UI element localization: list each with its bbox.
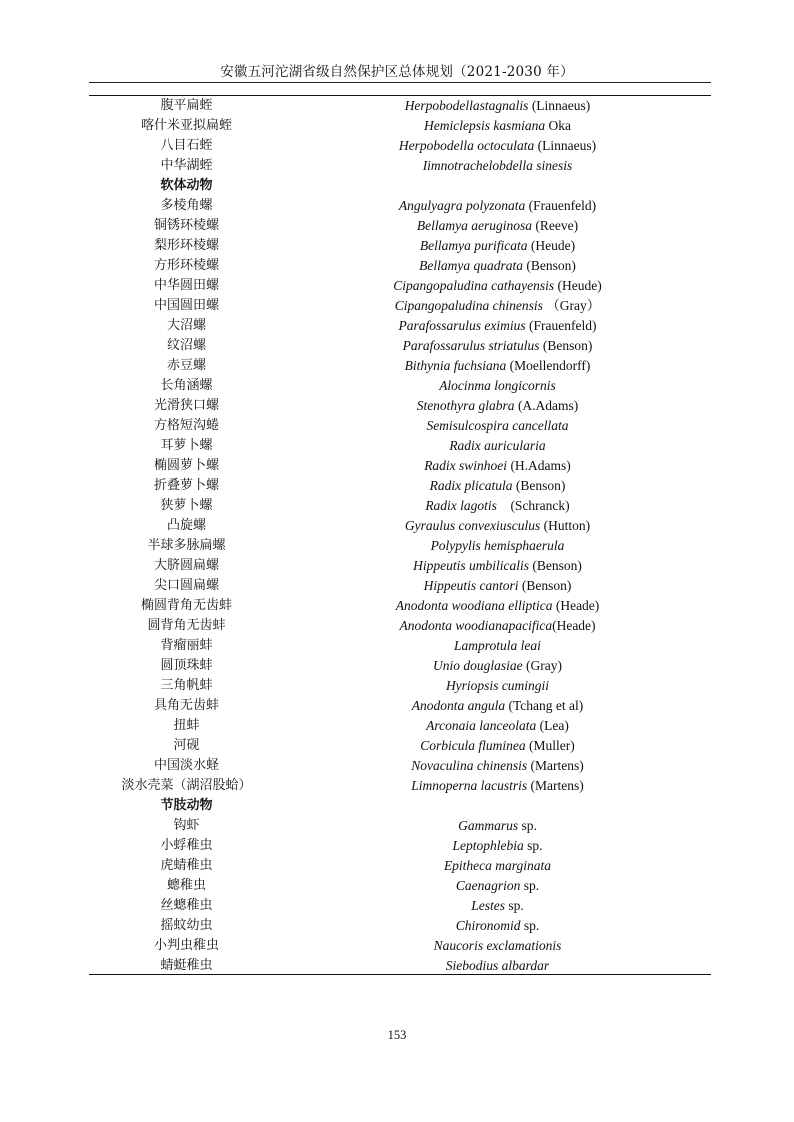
latin-binomial: Siebodius albardar (445, 958, 550, 973)
authority: (Heude) (554, 278, 602, 293)
authority: sp. (504, 898, 524, 913)
species-table (89, 96, 711, 976)
scientific-name (284, 856, 711, 876)
scientific-name (284, 756, 711, 776)
table-row (89, 736, 711, 756)
authority: sp. (520, 918, 540, 933)
chinese-name: 蟌稚虫 (166, 878, 206, 893)
scientific-name (284, 896, 711, 916)
scientific-name (284, 876, 711, 896)
chinese-name: 中华湖蛭 (160, 158, 213, 173)
table-row (89, 216, 711, 236)
latin-binomial: Naucoris exclamationis (433, 938, 562, 953)
table-row (89, 896, 711, 916)
scientific-name (284, 676, 711, 696)
scientific-name (284, 916, 711, 936)
chinese-name: 喀什米亚拟扁蛭 (140, 118, 232, 133)
scientific-name (284, 396, 711, 416)
scientific-name (284, 116, 711, 136)
section-title: 软体动物 (160, 178, 213, 193)
chinese-name: 圆背角无齿蚌 (147, 618, 226, 633)
latin-binomial: Corbicula fluminea (420, 738, 526, 753)
authority: (Heade) (552, 618, 596, 633)
scientific-name (284, 176, 711, 196)
chinese-name: 折叠萝卜螺 (153, 478, 219, 493)
latin-binomial: Anodonta woodianapacifica (399, 618, 553, 633)
scientific-name (284, 596, 711, 616)
scientific-name (284, 216, 711, 236)
chinese-name: 小判虫稚虫 (153, 938, 219, 953)
authority: (Benson) (512, 478, 566, 493)
latin-binomial: Chironomid (455, 918, 521, 933)
latin-binomial: Leptophlebia (452, 838, 524, 853)
authority: (Linnaeus) (534, 138, 597, 153)
table-row (89, 516, 711, 536)
chinese-name: 铜锈环棱螺 (153, 218, 219, 233)
table-row (89, 876, 711, 896)
scientific-name (284, 936, 711, 956)
latin-binomial: Lestes (471, 898, 505, 913)
table-row (89, 436, 711, 456)
chinese-name: 扭蚌 (173, 718, 200, 733)
chinese-name: 赤豆螺 (166, 358, 206, 373)
scientific-name (284, 156, 711, 176)
scientific-name (284, 416, 711, 436)
table-row (89, 136, 711, 156)
latin-binomial: Epitheca marginata (443, 858, 552, 873)
scientific-name (284, 576, 711, 596)
chinese-name: 中国淡水蛏 (153, 758, 219, 773)
chinese-name: 梨形环棱螺 (153, 238, 219, 253)
chinese-name: 尖口圆扁螺 (153, 578, 219, 593)
scientific-name (284, 256, 711, 276)
latin-binomial: Semisulcospira cancellata (426, 418, 569, 433)
table-row (89, 256, 711, 276)
chinese-name: 长角涵螺 (160, 378, 213, 393)
scientific-name (284, 276, 711, 296)
chinese-name: 纹沼螺 (166, 338, 206, 353)
latin-binomial: Radix auricularia (449, 438, 546, 453)
latin-binomial: Novaculina chinensis (411, 758, 528, 773)
latin-binomial: Hippeutis umbilicalis (413, 558, 529, 573)
authority: sp. (523, 838, 543, 853)
scientific-name (284, 496, 711, 516)
latin-binomial: Polypylis hemisphaerula (430, 538, 565, 553)
latin-binomial: Caenagrion (455, 878, 521, 893)
section-title: 节肢动物 (160, 798, 213, 813)
chinese-name: 蜻蜓稚虫 (160, 958, 213, 973)
authority: (Muller) (525, 738, 575, 753)
chinese-name: 河砚 (173, 738, 200, 753)
table-row (89, 496, 711, 516)
scientific-name (284, 716, 711, 736)
table-row (89, 616, 711, 636)
latin-binomial: Limnoperna lacustris (411, 778, 528, 793)
chinese-name: 钩虾 (173, 818, 200, 833)
scientific-name (284, 336, 711, 356)
scientific-name (284, 796, 711, 816)
scientific-name (284, 656, 711, 676)
chinese-name: 大脐圆扁螺 (153, 558, 219, 573)
latin-binomial: Anodonta woodiana elliptica (395, 598, 553, 613)
scientific-name (284, 516, 711, 536)
latin-binomial: Alocinma longicornis (439, 378, 556, 393)
chinese-name: 虎蜻稚虫 (160, 858, 213, 873)
scientific-name (284, 956, 711, 976)
table-row (89, 756, 711, 776)
authority: (Frauenfeld) (525, 318, 597, 333)
authority: (Gray) (522, 658, 562, 673)
scientific-name (284, 816, 711, 836)
chinese-name: 大沼螺 (166, 318, 206, 333)
chinese-name: 椭圆背角无齿蚌 (140, 598, 232, 613)
latin-binomial: Bellamya purificata (419, 238, 528, 253)
authority: sp. (520, 878, 540, 893)
authority: (Benson) (529, 558, 582, 573)
table-row (89, 596, 711, 616)
section-header-row (89, 176, 711, 196)
table-bottom-rule (89, 974, 711, 975)
table-row (89, 196, 711, 216)
latin-binomial: Bellamya aeruginosa (416, 218, 532, 233)
page-header-title: 安徽五河沱湖省级自然保护区总体规划（2021-2030 年） (220, 64, 574, 80)
table-row (89, 316, 711, 336)
scientific-name (284, 836, 711, 856)
latin-binomial: Parafossarulus striatulus (402, 338, 540, 353)
latin-binomial: Angulyagra polyzonata (398, 198, 526, 213)
chinese-name: 狭萝卜螺 (160, 498, 213, 513)
chinese-name: 具角无齿蚌 (153, 698, 219, 713)
chinese-name: 背瘤丽蚌 (160, 638, 213, 653)
section-header-row (89, 796, 711, 816)
table-row (89, 536, 711, 556)
authority: (H.Adams) (507, 458, 571, 473)
latin-binomial: Hemiclepsis kasmiana (424, 118, 546, 133)
authority: (Martens) (527, 778, 584, 793)
latin-binomial: Herpobodellastagnalis (404, 98, 529, 113)
latin-binomial: Bithynia fuchsiana (404, 358, 507, 373)
chinese-name: 方形环棱螺 (153, 258, 219, 273)
authority: Oka (545, 118, 571, 133)
latin-binomial: Gammarus (458, 818, 519, 833)
latin-binomial: Bellamya quadrata (419, 258, 523, 273)
scientific-name (284, 316, 711, 336)
authority: (Heude) (527, 238, 576, 253)
chinese-name: 淡水壳菜（湖沼股蛤） (121, 778, 252, 793)
latin-binomial: Stenothyra glabra (416, 398, 515, 413)
scientific-name (284, 376, 711, 396)
chinese-name: 摇蚊幼虫 (160, 918, 213, 933)
scientific-name (284, 236, 711, 256)
scientific-name (284, 436, 711, 456)
table-row (89, 576, 711, 596)
authority: (Heade) (552, 598, 600, 613)
latin-binomial: Cipangopaludina chinensis (394, 298, 543, 313)
authority: (Tchang et al) (505, 698, 584, 713)
chinese-name: 腹平扁蛭 (160, 98, 213, 113)
table-row (89, 116, 711, 136)
scientific-name (284, 96, 711, 116)
authority: (Benson) (523, 258, 576, 273)
authority: (Hutton) (540, 518, 591, 533)
header-divider (89, 82, 711, 83)
chinese-name: 中华圆田螺 (153, 278, 219, 293)
scientific-name (284, 616, 711, 636)
scientific-name (284, 196, 711, 216)
latin-binomial: Parafossarulus eximius (398, 318, 526, 333)
chinese-name: 圆顶珠蚌 (160, 658, 213, 673)
latin-binomial: Hippeutis cantori (423, 578, 519, 593)
table-row (89, 696, 711, 716)
table-row (89, 416, 711, 436)
chinese-name: 耳萝卜螺 (160, 438, 213, 453)
authority: (A.Adams) (514, 398, 579, 413)
authority: (Benson) (539, 338, 593, 353)
table-row (89, 276, 711, 296)
table-row (89, 676, 711, 696)
authority: (Lea) (536, 718, 569, 733)
scientific-name (284, 356, 711, 376)
latin-binomial: Lamprotula leai (454, 638, 541, 653)
latin-binomial: Cipangopaludina cathayensis (393, 278, 555, 293)
scientific-name (284, 136, 711, 156)
authority: (Linnaeus) (528, 98, 591, 113)
chinese-name: 三角帆蚌 (160, 678, 213, 693)
latin-binomial: Iimnotrachelobdella sinesis (422, 158, 573, 173)
scientific-name (284, 696, 711, 716)
scientific-name (284, 736, 711, 756)
chinese-name: 丝蟌稚虫 (160, 898, 213, 913)
latin-binomial: Radix swinhoei (424, 458, 508, 473)
chinese-name: 凸旋螺 (166, 518, 206, 533)
chinese-name: 半球多脉扁螺 (147, 538, 226, 553)
table-row (89, 156, 711, 176)
scientific-name (284, 776, 711, 796)
scientific-name (284, 556, 711, 576)
table-row (89, 656, 711, 676)
authority: (Frauenfeld) (525, 198, 597, 213)
table-row (89, 816, 711, 836)
chinese-name: 八目石蛭 (160, 138, 213, 153)
scientific-name (284, 536, 711, 556)
table-row (89, 636, 711, 656)
authority: （Gray） (542, 298, 601, 313)
latin-binomial: Anodonta angula (411, 698, 506, 713)
latin-binomial: Radix plicatula (429, 478, 513, 493)
table-row (89, 296, 711, 316)
table-row (89, 356, 711, 376)
scientific-name (284, 476, 711, 496)
chinese-name: 方格短沟蜷 (153, 418, 219, 433)
chinese-name: 小蜉稚虫 (160, 838, 213, 853)
authority: (Martens) (527, 758, 584, 773)
latin-binomial: Gyraulus convexiusculus (404, 518, 541, 533)
table-row (89, 936, 711, 956)
authority: (Schranck) (496, 498, 570, 513)
latin-binomial: Arconaia lanceolata (426, 718, 537, 733)
latin-binomial: Radix lagotis (425, 498, 497, 513)
authority: (Moellendorff) (506, 358, 591, 373)
table-row (89, 336, 711, 356)
page-number: 153 (387, 1028, 407, 1042)
table-row (89, 376, 711, 396)
authority: (Reeve) (532, 218, 579, 233)
latin-binomial: Unio douglasiae (433, 658, 523, 673)
table-row (89, 556, 711, 576)
authority: sp. (518, 818, 537, 833)
chinese-name: 椭圆萝卜螺 (153, 458, 219, 473)
table-row (89, 836, 711, 856)
latin-binomial: Hyriopsis cumingii (445, 678, 550, 693)
table-row (89, 456, 711, 476)
scientific-name (284, 636, 711, 656)
table-row (89, 916, 711, 936)
table-row (89, 716, 711, 736)
table-row (89, 396, 711, 416)
latin-binomial: Herpobodella octoculata (398, 138, 535, 153)
table-row (89, 236, 711, 256)
chinese-name: 多棱角螺 (160, 198, 213, 213)
chinese-name: 光滑狭口螺 (153, 398, 219, 413)
table-row (89, 96, 711, 116)
chinese-name: 中国圆田螺 (153, 298, 219, 313)
scientific-name (284, 296, 711, 316)
table-row (89, 476, 711, 496)
authority: (Benson) (518, 578, 572, 593)
table-row (89, 856, 711, 876)
scientific-name (284, 456, 711, 476)
table-row (89, 956, 711, 976)
table-row (89, 776, 711, 796)
